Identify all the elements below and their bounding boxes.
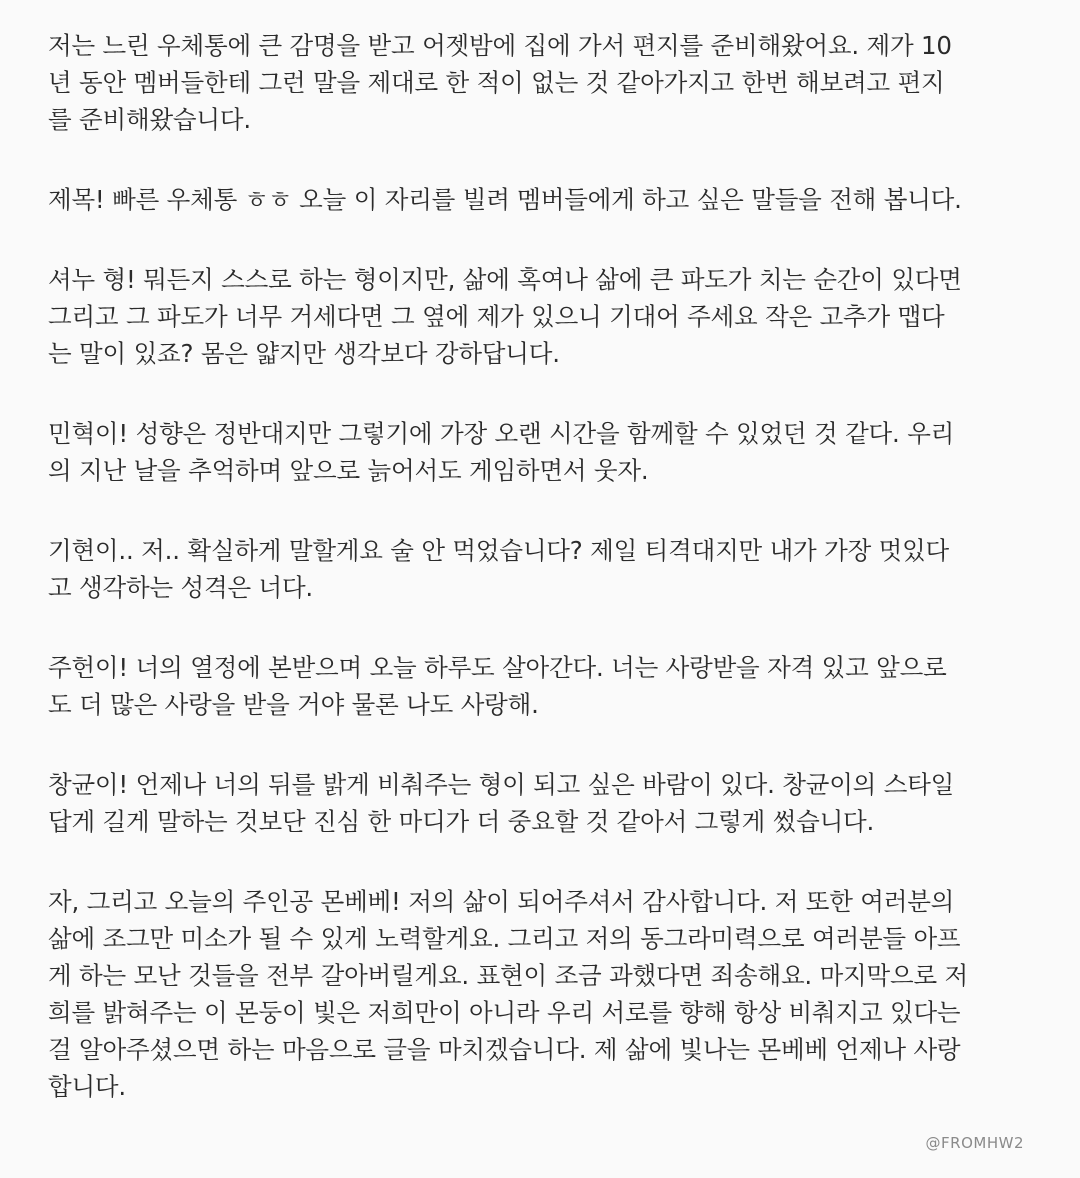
text-line: 그리고 그 파도가 너무 거세다면 그 옆에 제가 있으니 기대어 주세요 작은 고추가 맵다 — [48, 302, 945, 331]
paragraph-shownu — [48, 261, 1038, 372]
text-line: 민혁이! 성향은 정반대지만 그렇기에 가장 오랜 시간을 함께할 수 있었던 것 같다. 우리 — [48, 419, 955, 448]
text-line: 는 말이 있죠? 몸은 얇지만 생각보다 강하답니다. — [48, 339, 560, 368]
paragraph-title — [48, 181, 1038, 218]
watermark-credit: @FROMHW2 — [925, 1134, 1024, 1152]
text-line: 걸 알아주셨으면 하는 마음으로 글을 마치겠습니다. 제 삶에 빛나는 몬베베 언제나 사랑 — [48, 1035, 961, 1064]
paragraph-intro — [48, 27, 1038, 138]
text-line: 자, 그리고 오늘의 주인공 몬베베! 저의 삶이 되어주셔서 감사합니다. 저 또한 여러분의 — [48, 887, 955, 916]
text-line: 삶에 조그만 미소가 될 수 있게 노력할게요. 그리고 저의 동그라미력으로 여러분들 아프 — [48, 924, 961, 953]
text-line: 게 하는 모난 것들을 전부 갈아버릴게요. 표현이 조금 과했다면 죄송해요. 마지막으로 저 — [48, 961, 968, 990]
paragraph-minhyuk — [48, 415, 1038, 489]
text-line: 제목! 빠른 우체통 ㅎㅎ 오늘 이 자리를 빌려 멤버들에게 하고 싶은 말들을 전해 봅니다. — [48, 185, 962, 214]
paragraph-joohoney — [48, 649, 1038, 723]
text-line: 합니다. — [48, 1072, 126, 1101]
text-line: 의 지난 날을 추억하며 앞으로 늙어서도 게임하면서 웃자. — [48, 456, 649, 485]
letter-body — [48, 27, 1038, 1148]
text-line: 고 생각하는 성격은 너다. — [48, 573, 314, 602]
text-line: 셔누 형! 뭐든지 스스로 하는 형이지만, 삶에 혹여나 삶에 큰 파도가 치는 순간이 있다면 — [48, 265, 962, 294]
paragraph-monbebe — [48, 883, 1038, 1105]
text-line: 도 더 많은 사랑을 받을 거야 물론 나도 사랑해. — [48, 690, 539, 719]
text-line: 주헌이! 너의 열정에 본받으며 오늘 하루도 살아간다. 너는 사랑받을 자격 있고 앞으로 — [48, 653, 947, 682]
text-line: 년 동안 멤버들한테 그런 말을 제대로 한 적이 없는 것 같아가지고 한번 해보려고 편지 — [48, 68, 945, 97]
paragraph-kihyun — [48, 532, 1038, 606]
text-line: 를 준비해왔습니다. — [48, 105, 251, 134]
paragraph-changkyun — [48, 766, 1038, 840]
text-line: 희를 밝혀주는 이 몬둥이 빛은 저희만이 아니라 우리 서로를 향해 항상 비춰지고 있다는 — [48, 998, 961, 1027]
text-line: 답게 길게 말하는 것보단 진심 한 마디가 더 중요할 것 같아서 그렇게 썼습니다. — [48, 807, 875, 836]
text-line: 저는 느린 우체통에 큰 감명을 받고 어젯밤에 집에 가서 편지를 준비해왔어요. 제가 10 — [48, 31, 952, 60]
text-line: 기현이.. 저.. 확실하게 말할게요 술 안 먹었습니다? 제일 티격대지만 내가 가장 멋있다 — [48, 536, 950, 565]
text-line: 창균이! 언제나 너의 뒤를 밝게 비춰주는 형이 되고 싶은 바람이 있다. 창균이의 스타일 — [48, 770, 955, 799]
